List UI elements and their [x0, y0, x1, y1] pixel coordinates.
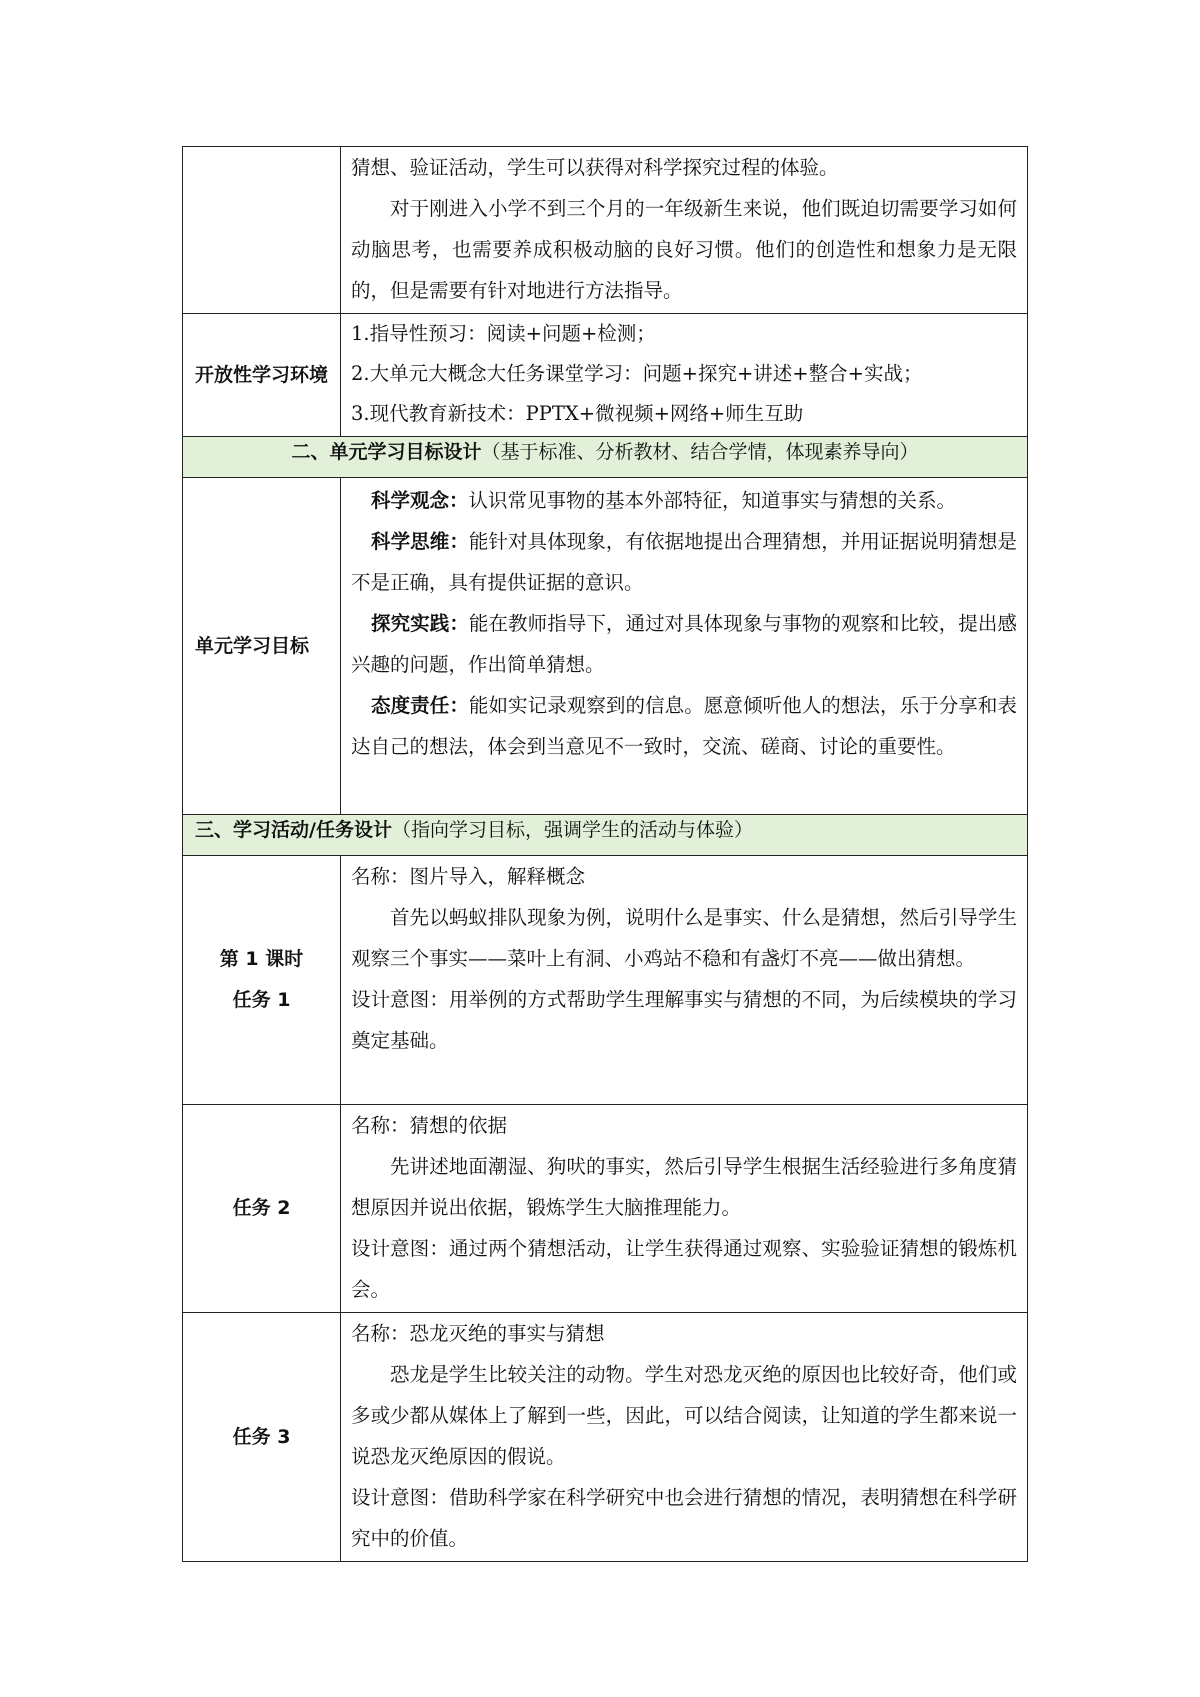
- section-header-row: [183, 815, 1028, 856]
- goal-key: 科学思维: [371, 530, 450, 553]
- content-cell: [341, 1313, 1028, 1562]
- section-title: 三、学习活动/任务设计: [195, 819, 392, 841]
- content-cell: [341, 478, 1028, 815]
- task-name: 名称：猜想的依据: [351, 1114, 508, 1137]
- row-label: 开放性学习环境: [195, 363, 329, 386]
- row-label: [183, 1188, 340, 1229]
- goal-colon: ：: [449, 530, 469, 553]
- content-cell: [341, 314, 1028, 437]
- content-cell: [341, 856, 1028, 1105]
- goal-key: 科学观念: [371, 489, 450, 512]
- list-item: 1.指导性预习：阅读+问题+检测；: [351, 322, 656, 345]
- paragraph: 猜想、验证活动，学生可以获得对科学探究过程的体验。: [351, 156, 839, 179]
- task-intent: 设计意图：借助科学家在科学研究中也会进行猜想的情况，表明猜想在科学研究中的价值。: [351, 1486, 1017, 1550]
- table-row: [183, 1313, 1028, 1562]
- table-row: [183, 1105, 1028, 1313]
- table-row: [183, 856, 1028, 1105]
- section-note: （基于标准、分析教材、结合学情，体现素养导向）: [481, 441, 919, 463]
- list-item: 2.大单元大概念大任务课堂学习：问题+探究+讲述+整合+实战；: [351, 362, 923, 385]
- table-row: [183, 147, 1028, 314]
- goal-colon: ：: [449, 694, 469, 717]
- task-label: 任务 3: [232, 1425, 291, 1448]
- table-row: [183, 478, 1028, 815]
- section-header: [183, 815, 1028, 856]
- task-name: 名称：图片导入，解释概念: [351, 865, 586, 888]
- goal-item: [351, 521, 1017, 603]
- goal-item: [351, 603, 1017, 685]
- label-cell: [183, 856, 341, 1105]
- task-body: 首先以蚂蚁排队现象为例，说明什么是事实、什么是猜想，然后引导学生观察三个事实——菜叶上有洞、小鸡站不稳和有盏灯不亮——做出猜想。: [351, 906, 1017, 970]
- label-cell: [183, 314, 341, 437]
- label-cell: [183, 1105, 341, 1313]
- label-cell: [183, 478, 341, 815]
- section-title: 二、单元学习目标设计: [291, 441, 482, 463]
- task-intent: 设计意图：通过两个猜想活动，让学生获得通过观察、实验验证猜想的锻炼机会。: [351, 1237, 1017, 1301]
- label-cell-empty: [183, 147, 341, 314]
- label-cell: [183, 1313, 341, 1562]
- paragraph: 对于刚进入小学不到三个月的一年级新生来说，他们既迫切需要学习如何动脑思考，也需要养成积极动脑的良好习惯。他们的创造性和想象力是无限的，但是需要有针对地进行方法指导。: [351, 197, 1017, 302]
- task-name: 名称：恐龙灭绝的事实与猜想: [351, 1322, 605, 1345]
- goal-text: 认识常见事物的基本外部特征，知道事实与猜想的关系。: [468, 489, 957, 512]
- lesson-plan-table: [182, 146, 1028, 1562]
- row-label: 单元学习目标: [195, 634, 310, 657]
- goal-item: [351, 685, 1017, 767]
- goal-key: 态度责任: [371, 694, 450, 717]
- goal-colon: ：: [449, 612, 469, 635]
- task-label: 任务 1: [232, 989, 291, 1011]
- section-header: [183, 437, 1028, 478]
- goal-text: 能针对具体现象，有依据地提出合理猜想，并用证据说明猜想是不是正确，具有提供证据的意识。: [351, 530, 1017, 594]
- row-label: [183, 939, 340, 1021]
- list-item: 3.现代教育新技术：PPTX+微视频+网络+师生互助: [351, 402, 804, 425]
- goal-text: 能如实记录观察到的信息。愿意倾听他人的想法，乐于分享和表达自己的想法，体会到当意见不一致时，交流、磋商、讨论的重要性。: [351, 694, 1017, 758]
- task-body: 恐龙是学生比较关注的动物。学生对恐龙灭绝的原因也比较好奇，他们或多或少都从媒体上了解到一些，因此，可以结合阅读，让知道的学生都来说一说恐龙灭绝原因的假说。: [351, 1363, 1017, 1468]
- lesson-label: 第 1 课时: [219, 948, 304, 970]
- table-row: [183, 314, 1028, 437]
- content-cell: [341, 147, 1028, 314]
- section-header-row: [183, 437, 1028, 478]
- goal-text: 能在教师指导下，通过对具体现象与事物的观察和比较，提出感兴趣的问题，作出简单猜想。: [351, 612, 1017, 676]
- task-intent: 设计意图：用举例的方式帮助学生理解事实与猜想的不同，为后续模块的学习奠定基础。: [351, 988, 1017, 1052]
- task-body: 先讲述地面潮湿、狗吠的事实，然后引导学生根据生活经验进行多角度猜想原因并说出依据，锻炼学生大脑推理能力。: [351, 1155, 1017, 1219]
- task-label: 任务 2: [232, 1197, 291, 1219]
- section-note: （指向学习目标，强调学生的活动与体验）: [391, 819, 753, 841]
- row-label: [183, 1417, 340, 1458]
- goal-item: [351, 480, 1017, 521]
- goal-key: 探究实践: [371, 612, 450, 635]
- goal-colon: ：: [449, 489, 469, 512]
- content-cell: [341, 1105, 1028, 1313]
